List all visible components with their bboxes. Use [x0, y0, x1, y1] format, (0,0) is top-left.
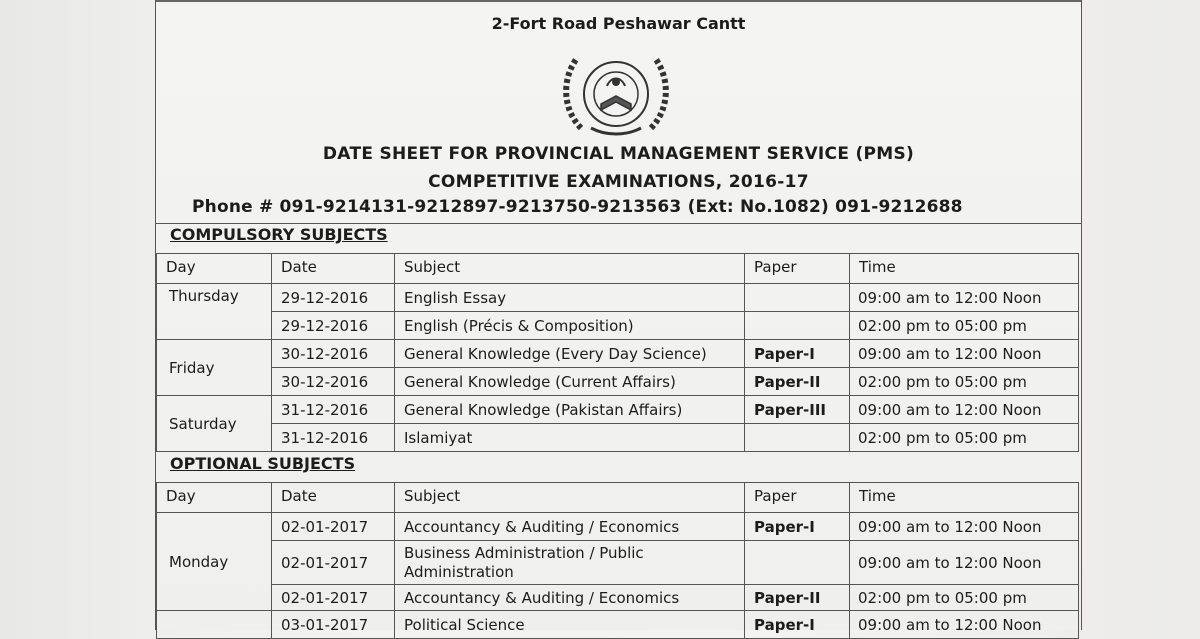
sheet-title: DATE SHEET FOR PROVINCIAL MANAGEMENT SERVICE (PMS)	[322, 144, 915, 164]
subject-cell: General Knowledge (Every Day Science)	[395, 340, 745, 368]
table-row	[157, 284, 1079, 312]
commission-seal-emblem	[561, 44, 671, 140]
column-header-day: Day	[157, 483, 272, 513]
divider	[156, 223, 1081, 224]
date-cell: 03-01-2017	[272, 611, 395, 639]
day-cell	[157, 611, 272, 639]
time-cell: 09:00 am to 12:00 Noon	[850, 611, 1079, 639]
column-header-time: Time	[850, 254, 1079, 284]
paper-cell: Paper-III	[745, 396, 850, 424]
paper-cell	[745, 284, 850, 312]
day-cell: Saturday	[157, 396, 272, 452]
optional-subjects-table	[156, 482, 1079, 639]
top-border	[156, 0, 1081, 2]
column-header-time: Time	[850, 483, 1079, 513]
time-cell: 09:00 am to 12:00 Noon	[850, 396, 1079, 424]
day-cell: Monday	[157, 513, 272, 611]
table-row	[157, 424, 1079, 452]
table-row	[157, 541, 1079, 585]
column-header-date: Date	[272, 254, 395, 284]
sheet-subtitle: COMPETITIVE EXAMINATIONS, 2016-17	[428, 172, 809, 192]
time-cell: 09:00 am to 12:00 Noon	[850, 513, 1079, 541]
paper-cell: Paper-I	[745, 340, 850, 368]
column-header-date: Date	[272, 483, 395, 513]
table-row	[157, 513, 1079, 541]
compulsory-subjects-table	[156, 253, 1079, 452]
date-cell: 02-01-2017	[272, 541, 395, 585]
table-row	[157, 611, 1079, 639]
table-row	[157, 340, 1079, 368]
subject-cell: English (Précis & Composition)	[395, 312, 745, 340]
paper-cell: Paper-I	[745, 513, 850, 541]
time-cell: 09:00 am to 12:00 Noon	[850, 541, 1079, 585]
address: 2-Fort Road Peshawar Cantt	[491, 14, 746, 33]
table-header-row	[157, 254, 1079, 284]
date-cell: 31-12-2016	[272, 396, 395, 424]
subject-cell: English Essay	[395, 284, 745, 312]
time-cell: 09:00 am to 12:00 Noon	[850, 284, 1079, 312]
subject-cell: Islamiyat	[395, 424, 745, 452]
column-header-paper: Paper	[745, 483, 850, 513]
column-header-subject: Subject	[395, 483, 745, 513]
time-cell: 02:00 pm to 05:00 pm	[850, 312, 1079, 340]
column-header-day: Day	[157, 254, 272, 284]
subject-cell: Accountancy & Auditing / Economics	[395, 585, 745, 611]
date-cell: 30-12-2016	[272, 368, 395, 396]
paper-cell: Paper-I	[745, 611, 850, 639]
table-row	[157, 585, 1079, 611]
paper-cell: Paper-II	[745, 585, 850, 611]
table-row	[157, 396, 1079, 424]
subject-cell: Political Science	[395, 611, 745, 639]
table-row	[157, 312, 1079, 340]
day-cell: Friday	[157, 340, 272, 396]
phone-numbers: Phone # 091-9214131-9212897-9213750-9213563 (Ext: No.1082) 091-9212688	[192, 197, 963, 217]
time-cell: 02:00 pm to 05:00 pm	[850, 368, 1079, 396]
date-cell: 02-01-2017	[272, 513, 395, 541]
compulsory-subjects-heading: COMPULSORY SUBJECTS	[170, 225, 388, 244]
column-header-subject: Subject	[395, 254, 745, 284]
table-row	[157, 368, 1079, 396]
date-cell: 02-01-2017	[272, 585, 395, 611]
subject-cell: Business Administration / Public Administration	[395, 541, 745, 585]
date-sheet-document	[155, 0, 1082, 634]
time-cell: 09:00 am to 12:00 Noon	[850, 340, 1079, 368]
optional-subjects-heading: OPTIONAL SUBJECTS	[170, 454, 356, 473]
time-cell: 02:00 pm to 05:00 pm	[850, 424, 1079, 452]
date-cell: 30-12-2016	[272, 340, 395, 368]
table-header-row	[157, 483, 1079, 513]
subject-cell: General Knowledge (Current Affairs)	[395, 368, 745, 396]
paper-cell	[745, 424, 850, 452]
time-cell: 02:00 pm to 05:00 pm	[850, 585, 1079, 611]
date-cell: 29-12-2016	[272, 284, 395, 312]
paper-cell: Paper-II	[745, 368, 850, 396]
paper-cell	[745, 312, 850, 340]
subject-cell: General Knowledge (Pakistan Affairs)	[395, 396, 745, 424]
subject-cell: Accountancy & Auditing / Economics	[395, 513, 745, 541]
paper-cell	[745, 541, 850, 585]
date-cell: 29-12-2016	[272, 312, 395, 340]
column-header-paper: Paper	[745, 254, 850, 284]
day-cell: Thursday	[157, 284, 272, 340]
date-cell: 31-12-2016	[272, 424, 395, 452]
